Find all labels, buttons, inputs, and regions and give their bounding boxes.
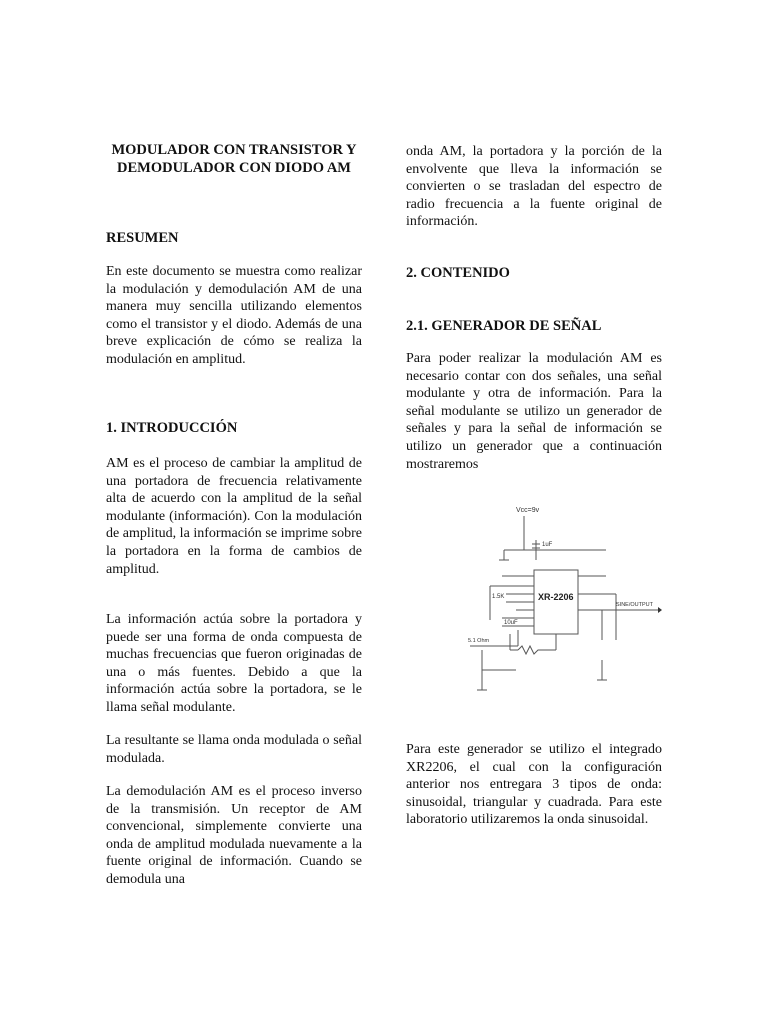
svg-text:1.5K: 1.5K [492,594,505,600]
intro-heading: 1. INTRODUCCIÓN [106,420,238,436]
continuation-paragraph: onda AM, la portadora y la porción de la envolvente que lleva la información se convierten o se trasladan del espectro de radio frecuencia a la fuente original de información. [406,144,662,230]
contenido-heading: 2. CONTENIDO [406,265,510,281]
xr2206-circuit-diagram [466,500,662,710]
generador-paragraph: Para poder realizar la modulación AM es necesario contar con dos señales, una señal modulante y otra de información. Para la señal modulante se utilizo un generador de señales y para la señal de información se utilizo un generador que a continuación mostraremos [406,351,662,472]
generador-heading: 2.1. GENERADOR DE SEÑAL [406,318,602,334]
svg-text:5.1 Ohm: 5.1 Ohm [468,638,490,644]
svg-text:XR-2206: XR-2206 [538,592,574,602]
figure-explanation-paragraph: Para este generador se utilizo el integrado XR2206, el cual con la configuración anterior nos entregara 3 tipos de onda: sinusoidal, triangular y cuadrada. Para este laboratorio utilizaremos la onda sinusoidal. [406,742,662,828]
svg-text:10uF: 10uF [504,620,518,626]
svg-text:1uF: 1uF [542,542,553,548]
intro-paragraph-2: La información actúa sobre la portadora y puede ser una forma de onda compuesta de muchas frecuencias que fueron originadas de una o más fuentes. Debido a que la información actúa sobre la portadora, se le llama señal modulante. [106,612,362,715]
intro-paragraph-3: La resultante se llama onda modulada o señal modulada. [106,733,362,766]
svg-text:SINE/OUTPUT: SINE/OUTPUT [616,602,653,608]
document-title: MODULADOR CON TRANSISTOR Y DEMODULADOR CON DIODO AM [111,142,357,176]
resumen-text: En este documento se muestra como realizar la modulación y demodulación AM de una manera muy sencilla utilizando elementos como el transistor y el diodo. Además de una breve explicación de cómo se realiza la modulación en amplitud. [106,264,362,367]
svg-text:Vcc=9v: Vcc=9v [516,507,540,514]
resumen-heading: RESUMEN [106,230,179,246]
intro-paragraph-4: La demodulación AM es el proceso inverso de la transmisión. Un receptor de AM convencional, simplemente convierte una onda de amplitud modulada nuevamente a la fuente original de información. Cuando se demodula una [106,784,362,887]
intro-paragraph-1: AM es el proceso de cambiar la amplitud de una portadora de frecuencia relativamente alta de acuerdo con la amplitud de la señal modulante (información). Con la modulación de amplitud, la información se imprime sobre la portadora en la forma de cambios de amplitud. [106,456,362,577]
